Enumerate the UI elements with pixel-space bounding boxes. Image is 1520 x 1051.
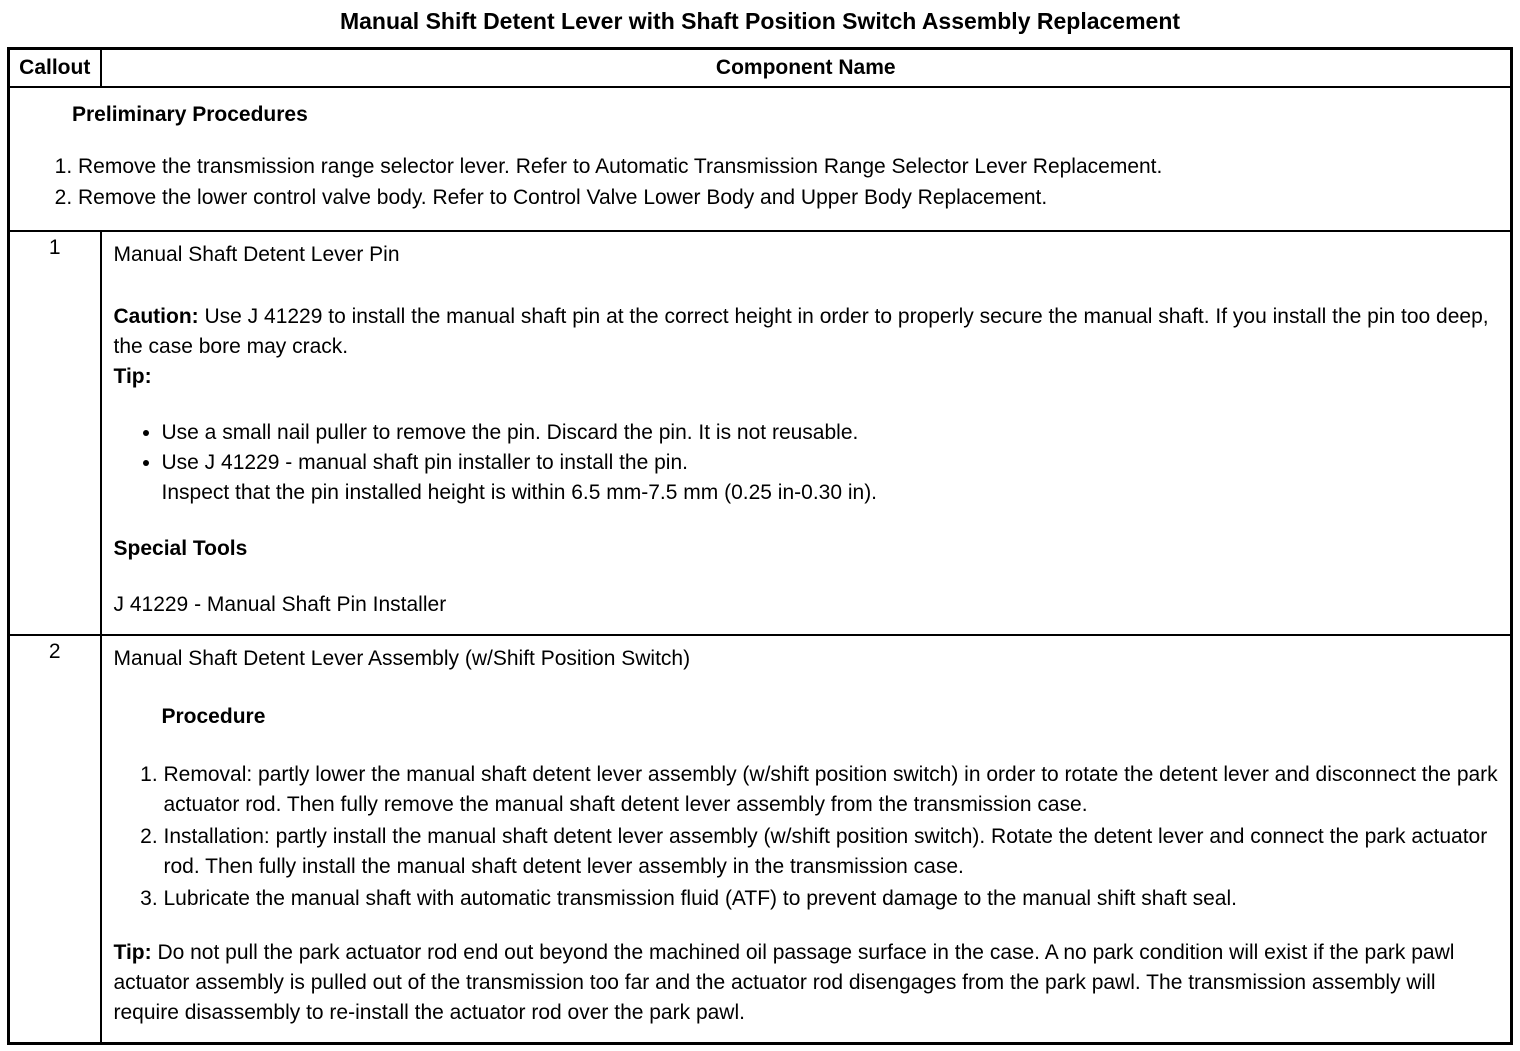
table-row-callout-1 (9, 231, 1512, 635)
table-header-row (9, 49, 1512, 88)
column-header-callout: Callout (9, 49, 101, 88)
component-table (7, 47, 1513, 1045)
caution-text: Use J 41229 to install the manual shaft pin at the correct height in order to properly secure the manual shaft. If you install the pin too deep, the case bore may crack. (113, 305, 1489, 358)
caution-paragraph (114, 302, 1499, 362)
preliminary-procedures-heading: Preliminary Procedures (72, 103, 308, 126)
table-row-callout-2 (9, 635, 1512, 1044)
special-tools-item: J 41229 - Manual Shaft Pin Installer (113, 593, 447, 616)
component-name: Manual Shaft Detent Lever Pin (113, 243, 400, 266)
list-item: 3. Lubricate the manual shaft with automatic transmission fluid (ATF) to prevent damage to the manual shift shaft seal. (164, 884, 1499, 914)
column-header-component-name: Component Name (101, 49, 1512, 88)
list-item: 1. Removal: partly lower the manual shaft detent lever assembly (w/shift position switch) in order to rotate the detent lever and disconnect the park actuator rod. Then fully remove the manual shaft detent lever assembly from the transmission case. (164, 760, 1499, 820)
tip-heading: Tip: (113, 365, 152, 388)
tip-paragraph (114, 938, 1499, 1028)
tip-bullet-list (114, 418, 1499, 508)
preliminary-steps-list (20, 152, 1500, 213)
table-row-preliminary (9, 87, 1512, 231)
page-title: Manual Shift Detent Lever with Shaft Position Switch Assembly Replacement (339, 8, 1181, 34)
callout-number: 2 (9, 635, 101, 1044)
list-item: 2. Installation: partly install the manual shaft detent lever assembly (w/shift position switch). Rotate the detent lever and connect the park actuator rod. Then fully install the manual shaft detent lever assembly in the transmission case. (164, 822, 1499, 882)
caution-label: Caution: (113, 305, 199, 328)
component-cell (101, 635, 1512, 1044)
list-item: • Use a small nail puller to remove the pin. Discard the pin. It is not reusable. (162, 418, 1499, 448)
component-name: Manual Shaft Detent Lever Assembly (w/Shift Position Switch) (113, 647, 691, 670)
list-item: • Use J 41229 - manual shaft pin installer to install the pin. Inspect that the pin installed height is within 6.5 mm-7.5 mm (0.25 in-0.30 in). (162, 448, 1499, 508)
list-item: 2. Remove the lower control valve body. Refer to Control Valve Lower Body and Upper Body Replacement. (78, 183, 1500, 213)
preliminary-procedures-cell (9, 87, 1512, 231)
tip-label: Tip: (113, 941, 152, 964)
special-tools-heading: Special Tools (113, 537, 248, 560)
procedure-heading: Procedure (161, 705, 266, 728)
procedure-steps-list (114, 760, 1499, 914)
component-cell (101, 231, 1512, 635)
callout-number: 1 (9, 231, 101, 635)
list-item: 1. Remove the transmission range selector lever. Refer to Automatic Transmission Range Selector Lever Replacement. (78, 152, 1500, 182)
tip-text: Do not pull the park actuator rod end out beyond the machined oil passage surface in the case. A no park condition will exist if the park pawl actuator assembly is pulled out of the transmission too far and the actuator rod disengages from the park pawl. The transmission assembly will require disassembly to re-install the actuator rod over the park pawl. (113, 941, 1455, 1024)
